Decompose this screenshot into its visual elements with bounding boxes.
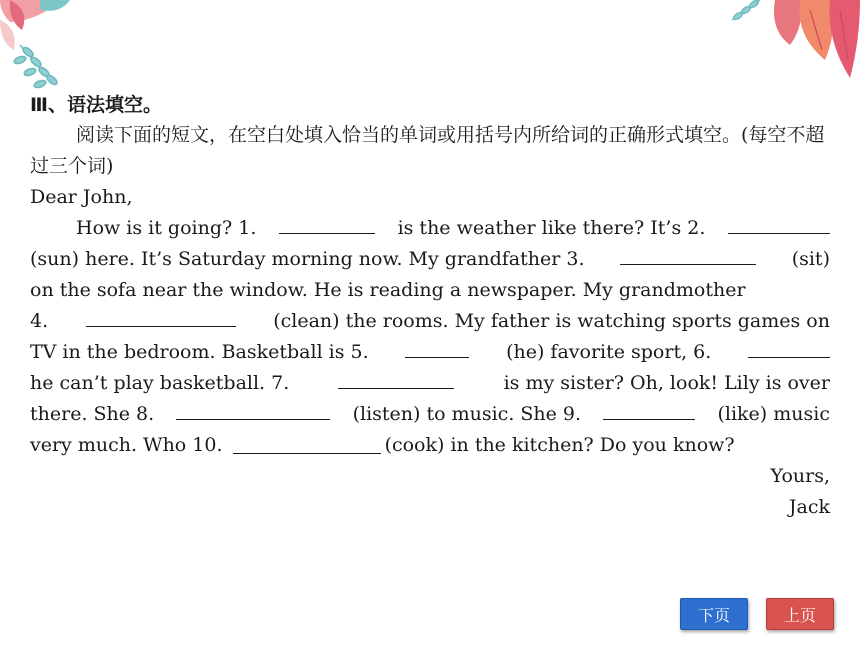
letter-text: there. She 8. (30, 403, 155, 425)
section-heading: Ⅲ、语法填空。 (30, 94, 162, 116)
letter-text: How is it going? 1. (76, 217, 257, 239)
letter-text: is my sister? Oh, look! Lily is over (503, 372, 830, 394)
letter-line-6 (30, 368, 830, 399)
letter-line-7 (30, 399, 830, 430)
letter-text: (sun) here. It’s Saturday morning now. My grandfather 3. (30, 248, 585, 270)
letter-text: he can’t play basketball. 7. (30, 372, 290, 394)
blank-5[interactable] (405, 337, 469, 358)
letter-line-5 (30, 337, 830, 368)
blank-9[interactable] (603, 399, 695, 420)
floral-decoration-left (0, 0, 90, 95)
letter-line-3 (30, 275, 830, 306)
exercise-content (30, 90, 830, 523)
blank-6[interactable] (748, 337, 830, 358)
letter-signature: Jack (788, 496, 830, 518)
letter-text: very much. Who 10. (30, 434, 223, 456)
blank-10[interactable] (233, 433, 381, 454)
letter-closing: Yours, (770, 465, 830, 487)
next-page-button[interactable]: 下页 (680, 598, 748, 630)
letter-text: (clean) the rooms. My father is watching sports games on (273, 310, 830, 332)
blank-4[interactable] (86, 306, 236, 327)
letter-text: (he) favorite sport, 6. (506, 341, 712, 363)
letter-text: (like) music (717, 403, 830, 425)
letter-salutation: Dear John, (30, 186, 133, 208)
blank-7[interactable] (338, 368, 454, 389)
letter-text: 4. (30, 310, 49, 332)
letter-text: on the sofa near the window. He is reading a newspaper. My grandmother (30, 279, 746, 301)
blank-8[interactable] (176, 399, 330, 420)
letter-text: (sit) (791, 248, 830, 270)
letter-text: (listen) to music. She 9. (352, 403, 582, 425)
floral-decoration-right (730, 0, 860, 80)
letter-line-2 (30, 244, 830, 275)
letter-line-1 (30, 213, 830, 244)
instruction-text: 阅读下面的短文，在空白处填入恰当的单词或用括号内所给词的正确形式填空。(每空不超过三个词) (30, 124, 825, 177)
letter-text: (cook) in the kitchen? Do you know? (384, 434, 735, 456)
letter-text: TV in the bedroom. Basketball is 5. (30, 341, 369, 363)
previous-page-button[interactable]: 上页 (766, 598, 834, 630)
letter-line-4 (30, 306, 830, 337)
letter-text: is the weather like there? It’s 2. (397, 217, 706, 239)
blank-1[interactable] (279, 213, 375, 234)
blank-3[interactable] (620, 244, 756, 265)
letter-line-8 (30, 430, 830, 461)
blank-2[interactable] (728, 213, 830, 234)
